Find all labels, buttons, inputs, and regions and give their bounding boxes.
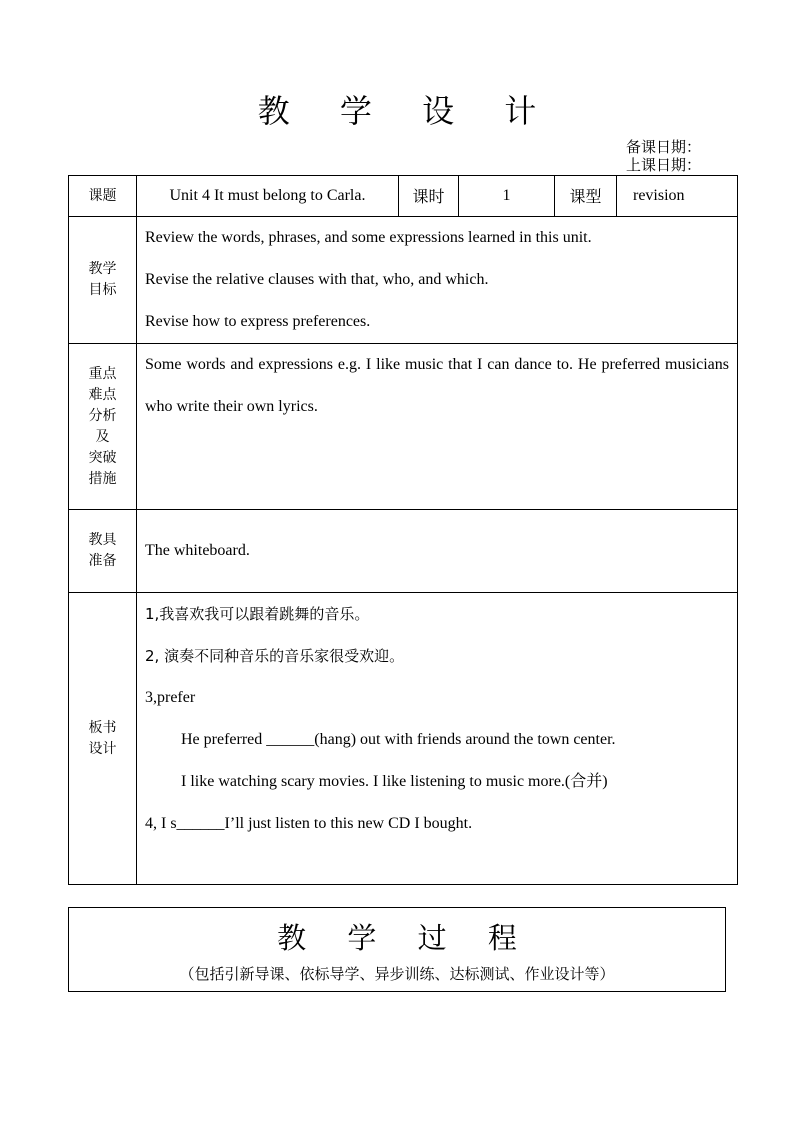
topic-label: 课题 (69, 176, 137, 217)
tools-row (69, 510, 738, 593)
type-label: 课型 (555, 176, 617, 217)
type-value: revision (617, 176, 738, 217)
class-date-label: 上课日期： (626, 156, 702, 174)
board-line: He preferred ______(hang) out with friends around the town center. (181, 731, 616, 748)
objective-line: Revise how to express preferences. (145, 313, 371, 330)
dates-block (626, 138, 701, 174)
key-points-label: 重点 难点 分析 及 突破 措施 (69, 344, 137, 510)
board-line: 3,prefer (145, 689, 196, 706)
period-label: 课时 (399, 176, 459, 217)
board-line: I like watching scary movies. I like listening to music more.(合并) (181, 773, 608, 790)
lesson-plan-table (68, 175, 738, 885)
tools-text: The whiteboard. (145, 542, 250, 559)
objective-line: Review the words, phrases, and some expressions learned in this unit. (145, 229, 592, 246)
board-content (137, 593, 738, 885)
objectives-content (137, 217, 738, 344)
board-row (69, 593, 738, 885)
objective-line: Revise the relative clauses with that, who, and which. (145, 271, 489, 288)
period-value: 1 (459, 176, 555, 217)
objectives-row (69, 217, 738, 344)
key-points-text: Some words and expressions e.g. I like music that I can dance to. He preferred musicians who write their own lyrics. (145, 356, 729, 415)
prep-date-label: 备课日期： (626, 138, 702, 156)
board-line: 2, 演奏不同种音乐的音乐家很受欢迎。 (145, 647, 405, 665)
board-label: 板书 设计 (69, 593, 137, 885)
header-row (69, 176, 738, 217)
board-line: 4, I s______I’ll just listen to this new CD I bought. (145, 815, 473, 832)
topic-value: Unit 4 It must belong to Carla. (137, 176, 399, 217)
page-title: 教 学 设 计 (257, 92, 557, 130)
tools-label: 教具 准备 (69, 510, 137, 593)
objectives-label: 教学 目标 (69, 217, 137, 344)
key-points-content (137, 344, 738, 510)
process-title: 教 学 过 程 (277, 921, 533, 955)
key-points-row (69, 344, 738, 510)
process-subtitle: （包括引新导课、依标导学、异步训练、达标测试、作业设计等） (179, 965, 615, 983)
board-line: 1,我喜欢我可以跟着跳舞的音乐。 (145, 605, 370, 623)
teaching-process-box (68, 907, 726, 992)
tools-content (137, 510, 738, 593)
